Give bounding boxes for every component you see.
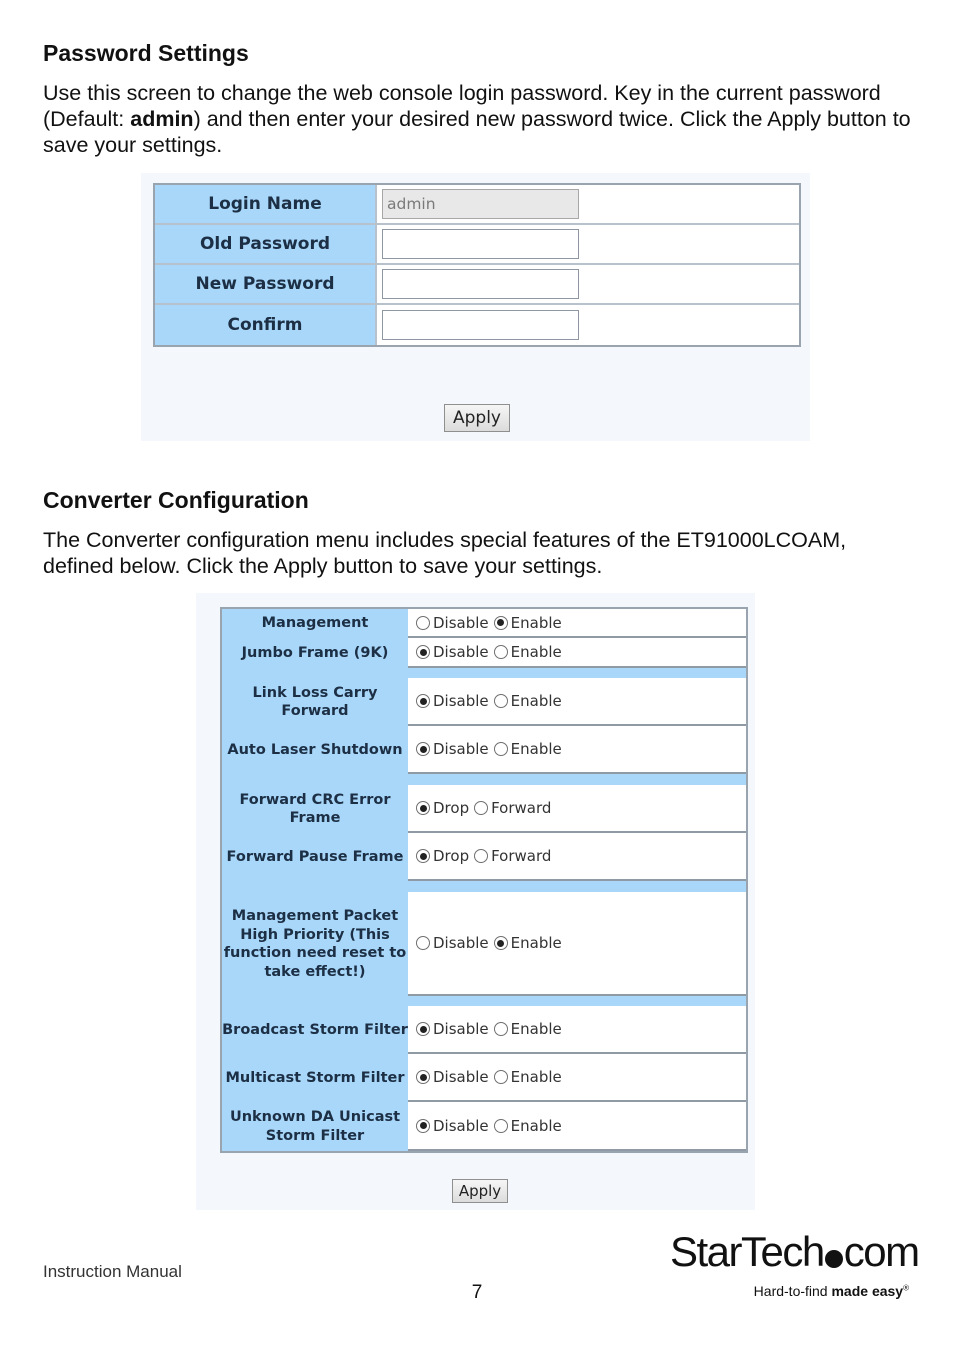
radio-option-label: Enable [510, 643, 562, 661]
converter-settings-table [220, 607, 748, 1153]
startech-logo: StarTech com Hard-to-find made easy® [670, 1228, 919, 1299]
confirm-password-row [155, 305, 799, 345]
converter-setting-row [222, 726, 746, 774]
radio-button-icon[interactable] [494, 1022, 508, 1036]
converter-configuration-panel [196, 593, 755, 1210]
radio-option-disable[interactable] [416, 1117, 489, 1135]
password-settings-heading: Password Settings [43, 40, 249, 66]
converter-setting-row [222, 678, 746, 726]
radio-option-disable[interactable] [416, 740, 489, 758]
radio-option-label: Enable [510, 1068, 562, 1086]
radio-button-icon[interactable] [474, 849, 488, 863]
radio-option-label: Enable [510, 934, 562, 952]
new-password-label: New Password [155, 265, 377, 303]
radio-option-enable[interactable] [494, 692, 562, 710]
radio-button-icon[interactable] [416, 1070, 430, 1084]
password-apply-button[interactable]: Apply [444, 404, 510, 432]
radio-option-label: Disable [433, 643, 489, 661]
radio-option-disable[interactable] [416, 643, 489, 661]
setting-options [408, 1054, 746, 1102]
password-settings-panel [141, 173, 810, 441]
converter-setting-row [222, 1102, 746, 1151]
converter-setting-row [222, 1006, 746, 1054]
radio-button-icon[interactable] [416, 849, 430, 863]
radio-option-disable[interactable] [416, 1020, 489, 1038]
confirm-password-field[interactable] [382, 310, 579, 340]
radio-option-label: Forward [491, 847, 552, 865]
setting-label: Unknown DA Unicast Storm Filter [222, 1102, 408, 1151]
default-password-text: admin [130, 107, 194, 131]
setting-label: Management Packet High Priority (This function need reset to take effect!) [222, 892, 408, 996]
radio-option-enable[interactable] [494, 643, 562, 661]
radio-option-label: Disable [433, 1068, 489, 1086]
group-spacer [222, 881, 746, 892]
converter-apply-button[interactable]: Apply [452, 1179, 508, 1203]
radio-option-enable[interactable] [494, 1068, 562, 1086]
radio-button-icon[interactable] [494, 694, 508, 708]
radio-option-disable[interactable] [416, 614, 489, 632]
converter-setting-row [222, 609, 746, 638]
radio-button-icon[interactable] [416, 616, 430, 630]
setting-label: Forward CRC Error Frame [222, 785, 408, 833]
radio-button-icon[interactable] [416, 1022, 430, 1036]
radio-option-label: Enable [510, 1020, 562, 1038]
radio-option-label: Enable [510, 740, 562, 758]
radio-option-label: Disable [433, 740, 489, 758]
old-password-row [155, 225, 799, 265]
password-form-table [153, 183, 801, 347]
radio-option-forward[interactable] [474, 847, 551, 865]
setting-options [408, 726, 746, 774]
radio-button-icon[interactable] [416, 694, 430, 708]
radio-button-icon[interactable] [494, 1119, 508, 1133]
radio-option-enable[interactable] [494, 1020, 562, 1038]
setting-label: Multicast Storm Filter [222, 1054, 408, 1102]
radio-option-forward[interactable] [474, 799, 551, 817]
radio-option-label: Drop [433, 847, 470, 865]
group-spacer [222, 774, 746, 785]
radio-option-label: Enable [510, 1116, 562, 1135]
radio-option-enable[interactable] [494, 614, 562, 632]
radio-option-enable[interactable] [494, 934, 562, 952]
radio-button-icon[interactable] [416, 801, 430, 815]
setting-options [408, 1102, 746, 1151]
group-spacer [222, 996, 746, 1006]
radio-option-disable[interactable] [416, 1068, 489, 1086]
converter-setting-row [222, 1054, 746, 1102]
radio-option-drop[interactable] [416, 847, 469, 865]
setting-label: Broadcast Storm Filter [222, 1006, 408, 1054]
setting-label: Link Loss Carry Forward [222, 678, 408, 726]
confirm-password-label: Confirm [155, 305, 377, 345]
old-password-field[interactable] [382, 229, 579, 259]
radio-option-label: Disable [433, 613, 489, 632]
login-name-row [155, 185, 799, 225]
logo-tagline: Hard-to-find made easy® [753, 1283, 909, 1299]
group-spacer [222, 668, 746, 678]
converter-setting-row [222, 785, 746, 833]
converter-setting-row [222, 892, 746, 996]
setting-options [408, 609, 746, 638]
setting-label: Management [222, 609, 408, 638]
footer-manual-label: Instruction Manual [43, 1262, 182, 1281]
radio-option-label: Drop [433, 799, 470, 817]
converter-setting-row [222, 638, 746, 668]
login-name-label: Login Name [155, 185, 377, 223]
setting-options [408, 785, 746, 833]
radio-option-enable[interactable] [494, 1117, 562, 1135]
radio-option-label: Disable [433, 934, 489, 952]
radio-button-icon[interactable] [474, 801, 488, 815]
logo-dot-icon [825, 1250, 843, 1268]
page-number: 7 [471, 1282, 483, 1303]
radio-option-label: Enable [510, 613, 562, 632]
radio-option-label: Enable [510, 692, 562, 710]
password-settings-description: Use this screen to change the web console login password. Key in the current password (Default: admin) and then enter your desired new password twice. Click the Apply button to save your settings. [43, 81, 911, 157]
old-password-label: Old Password [155, 225, 377, 263]
radio-option-label: Disable [433, 1116, 489, 1135]
converter-setting-row [222, 833, 746, 881]
converter-configuration-description: The Converter configuration menu includes special features of the ET91000LCOAM, defined below. Click the Apply button to save your settings. [43, 528, 847, 578]
radio-button-icon[interactable] [494, 936, 508, 950]
setting-options [408, 1006, 746, 1054]
radio-option-enable[interactable] [494, 740, 562, 758]
setting-label: Jumbo Frame (9K) [222, 638, 408, 668]
radio-button-icon[interactable] [416, 645, 430, 659]
radio-option-label: Forward [491, 799, 552, 817]
setting-label: Forward Pause Frame [222, 833, 408, 881]
setting-options [408, 833, 746, 881]
radio-button-icon[interactable] [494, 645, 508, 659]
radio-option-disable[interactable] [416, 692, 489, 710]
setting-label: Auto Laser Shutdown [222, 726, 408, 774]
radio-option-drop[interactable] [416, 799, 469, 817]
radio-button-icon[interactable] [494, 616, 508, 630]
radio-button-icon[interactable] [416, 742, 430, 756]
converter-configuration-heading: Converter Configuration [43, 487, 309, 513]
login-name-field: admin [382, 189, 579, 219]
radio-button-icon[interactable] [494, 1070, 508, 1084]
setting-options [408, 678, 746, 726]
radio-option-label: Disable [433, 1020, 489, 1038]
setting-options [408, 638, 746, 668]
radio-button-icon[interactable] [416, 936, 430, 950]
new-password-field[interactable] [382, 269, 579, 299]
radio-option-label: Disable [433, 692, 489, 710]
new-password-row [155, 265, 799, 305]
radio-option-disable[interactable] [416, 934, 489, 952]
radio-button-icon[interactable] [416, 1119, 430, 1133]
radio-button-icon[interactable] [494, 742, 508, 756]
setting-options [408, 892, 746, 996]
